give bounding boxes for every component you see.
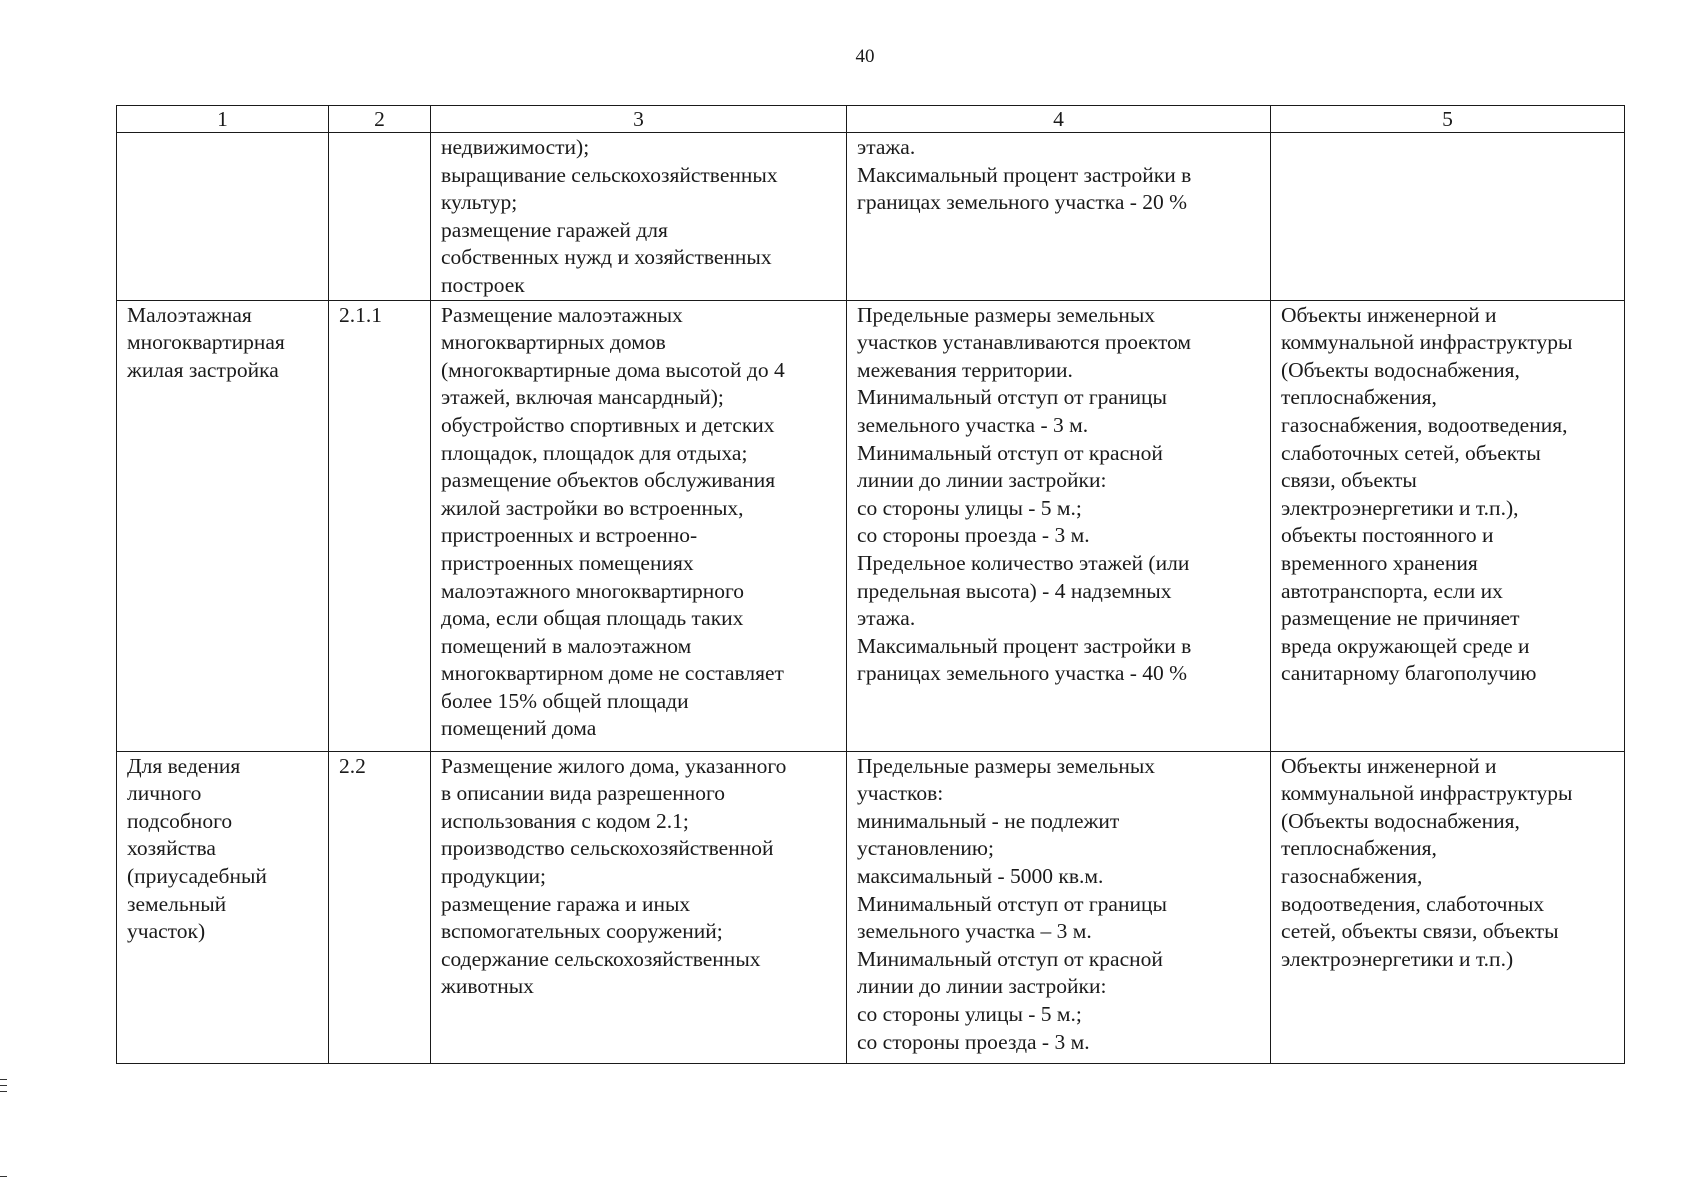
- cell-text-line: санитарному благополучию: [1281, 661, 1537, 686]
- header-cell: 1: [117, 106, 329, 133]
- cell-text-line: со стороны улицы - 5 м.;: [857, 495, 1082, 520]
- cell-text-line: дома, если общая площадь таких: [441, 606, 744, 631]
- cell-text-line: производство сельскохозяйственной: [441, 836, 774, 861]
- table-row: [117, 300, 1625, 751]
- margin-mark: [0, 1079, 7, 1080]
- cell-text-line: продукции;: [441, 863, 547, 888]
- cell-text-line: многоквартирных домов: [441, 330, 666, 355]
- cell-text-line: Минимальный отступ от красной: [857, 440, 1163, 465]
- cell-text-line: межевания территории.: [857, 357, 1073, 382]
- cell-text-line: линии до линии застройки:: [857, 974, 1107, 999]
- cell-text-line: помещений дома: [441, 716, 597, 741]
- cell-text-line: жилая застройка: [127, 357, 279, 382]
- table-row: [117, 751, 1625, 1063]
- cell-text-line: (Объекты водоснабжения,: [1281, 808, 1520, 833]
- cell-text-line: малоэтажного многоквартирного: [441, 578, 745, 603]
- cell-text-line: коммунальной инфраструктуры: [1281, 781, 1573, 806]
- description-cell: [431, 751, 847, 1063]
- cell-text-line: размещение гаражей для: [441, 217, 668, 242]
- cell-text-line: границах земельного участка - 40 %: [857, 661, 1188, 686]
- cell-text-line: вспомогательных сооружений;: [441, 919, 723, 944]
- cell-text-line: многоквартирная: [127, 330, 285, 355]
- parameters-cell: [847, 300, 1271, 751]
- cell-text-line: помещений в малоэтажном: [441, 633, 692, 658]
- cell-text-line: электроэнергетики и т.п.): [1281, 946, 1514, 971]
- cell-text-line: размещение гаража и иных: [441, 891, 691, 916]
- code-cell: [329, 751, 431, 1063]
- cell-text-line: газоснабжения,: [1281, 863, 1423, 888]
- cell-text-line: пристроенных и встроенно-: [441, 523, 698, 548]
- margin-mark: [0, 1085, 7, 1086]
- cell-text-line: газоснабжения, водоотведения,: [1281, 412, 1568, 437]
- cell-text-line: электроэнергетики и т.п.),: [1281, 495, 1519, 520]
- cell-text-line: со стороны проезда - 3 м.: [857, 523, 1090, 548]
- parameters-cell: [847, 133, 1271, 301]
- cell-text-line: размещение не причиняет: [1281, 606, 1520, 631]
- cell-text-line: слаботочных сетей, объекты: [1281, 440, 1541, 465]
- cell-text-line: подсобного: [127, 808, 233, 833]
- cell-text-line: в описании вида разрешенного: [441, 781, 726, 806]
- cell-text-line: собственных нужд и хозяйственных: [441, 245, 772, 270]
- cell-text-line: автотранспорта, если их: [1281, 578, 1503, 603]
- auxiliary-uses-cell: [1271, 751, 1625, 1063]
- cell-text-line: объекты постоянного и: [1281, 523, 1494, 548]
- description-cell: [431, 300, 847, 751]
- auxiliary-uses-cell: [1271, 133, 1625, 301]
- margin-mark: [0, 1091, 7, 1092]
- cell-text-line: участок): [127, 919, 206, 944]
- cell-text-line: теплоснабжения,: [1281, 385, 1437, 410]
- cell-text-line: земельного участка - 3 м.: [857, 412, 1089, 437]
- land-use-type-cell: [117, 133, 329, 301]
- header-cell: 4: [847, 106, 1271, 133]
- cell-text-line: многоквартирном доме не составляет: [441, 661, 784, 686]
- table-header-row: [117, 106, 1625, 133]
- cell-text-line: построек: [441, 272, 525, 297]
- cell-text-line: сетей, объекты связи, объекты: [1281, 919, 1559, 944]
- cell-text-line: линии до линии застройки:: [857, 468, 1107, 493]
- cell-text-line: Максимальный процент застройки в: [857, 162, 1192, 187]
- cell-text-line: культур;: [441, 190, 518, 215]
- cell-text-line: личного: [127, 781, 202, 806]
- cell-text-line: обустройство спортивных и детских: [441, 412, 775, 437]
- cell-text-line: теплоснабжения,: [1281, 836, 1437, 861]
- cell-text-line: участков устанавливаются проектом: [857, 330, 1192, 355]
- cell-text-line: животных: [441, 974, 534, 999]
- cell-text-line: минимальный - не подлежит: [857, 808, 1120, 833]
- cell-text-line: Минимальный отступ от границы: [857, 891, 1167, 916]
- cell-text-line: Размещение жилого дома, указанного: [441, 753, 787, 778]
- cell-text-line: вреда окружающей среде и: [1281, 633, 1530, 658]
- cell-text-line: границах земельного участка - 20 %: [857, 190, 1188, 215]
- cell-text-line: земельного участка – 3 м.: [857, 919, 1092, 944]
- cell-text-line: жилой застройки во встроенных,: [441, 495, 744, 520]
- code-cell: [329, 300, 431, 751]
- cell-text-line: Объекты инженерной и: [1281, 753, 1497, 778]
- cell-text-line: (Объекты водоснабжения,: [1281, 357, 1520, 382]
- cell-text-line: хозяйства: [127, 836, 216, 861]
- cell-text-line: участков:: [857, 781, 944, 806]
- cell-text-line: связи, объекты: [1281, 468, 1417, 493]
- cell-text-line: этажей, включая мансардный);: [441, 385, 724, 410]
- cell-text-line: Предельное количество этажей (или: [857, 550, 1190, 575]
- cell-text-line: со стороны проезда - 3 м.: [857, 1029, 1090, 1054]
- cell-text-line: пристроенных помещениях: [441, 550, 694, 575]
- cell-text-line: Минимальный отступ от красной: [857, 946, 1163, 971]
- cell-text-line: Малоэтажная: [127, 302, 252, 327]
- margin-mark: [0, 1176, 7, 1177]
- cell-text-line: Объекты инженерной и: [1281, 302, 1497, 327]
- table-row: [117, 133, 1625, 301]
- cell-text-line: (многоквартирные дома высотой до 4: [441, 357, 785, 382]
- cell-text-line: площадок, площадок для отдыха;: [441, 440, 748, 465]
- page-number: 40: [855, 46, 875, 67]
- cell-text-line: использования с кодом 2.1;: [441, 808, 689, 833]
- cell-text-line: максимальный - 5000 кв.м.: [857, 863, 1104, 888]
- cell-text-line: этажа.: [857, 606, 916, 631]
- code-cell: [329, 133, 431, 301]
- cell-text-line: предельная высота) - 4 надземных: [857, 578, 1172, 603]
- description-cell: [431, 133, 847, 301]
- cell-text-line: Для ведения: [127, 753, 241, 778]
- cell-text-line: земельный: [127, 891, 227, 916]
- cell-text-line: более 15% общей площади: [441, 688, 689, 713]
- cell-text-line: со стороны улицы - 5 м.;: [857, 1001, 1082, 1026]
- cell-text-line: Предельные размеры земельных: [857, 753, 1156, 778]
- cell-text-line: коммунальной инфраструктуры: [1281, 330, 1573, 355]
- auxiliary-uses-cell: [1271, 300, 1625, 751]
- cell-text-line: (приусадебный: [127, 863, 267, 888]
- cell-text-line: Максимальный процент застройки в: [857, 633, 1192, 658]
- parameters-cell: [847, 751, 1271, 1063]
- cell-text-line: размещение объектов обслуживания: [441, 468, 776, 493]
- header-cell: 5: [1271, 106, 1625, 133]
- cell-text-line: содержание сельскохозяйственных: [441, 946, 761, 971]
- header-cell: 2: [329, 106, 431, 133]
- zoning-table: [116, 105, 1625, 1064]
- cell-text-line: этажа.: [857, 135, 916, 159]
- cell-text-line: Минимальный отступ от границы: [857, 385, 1167, 410]
- cell-text-line: выращивание сельскохозяйственных: [441, 162, 778, 187]
- cell-text-line: Предельные размеры земельных: [857, 302, 1156, 327]
- cell-text-line: Размещение малоэтажных: [441, 302, 683, 327]
- cell-text-line: 2.1.1: [339, 302, 382, 327]
- cell-text-line: 2.2: [339, 753, 366, 778]
- land-use-type-cell: [117, 751, 329, 1063]
- cell-text-line: установлению;: [857, 836, 994, 861]
- cell-text-line: водоотведения, слаботочных: [1281, 891, 1545, 916]
- land-use-type-cell: [117, 300, 329, 751]
- cell-text-line: недвижимости);: [441, 135, 590, 159]
- header-cell: 3: [431, 106, 847, 133]
- cell-text-line: временного хранения: [1281, 550, 1478, 575]
